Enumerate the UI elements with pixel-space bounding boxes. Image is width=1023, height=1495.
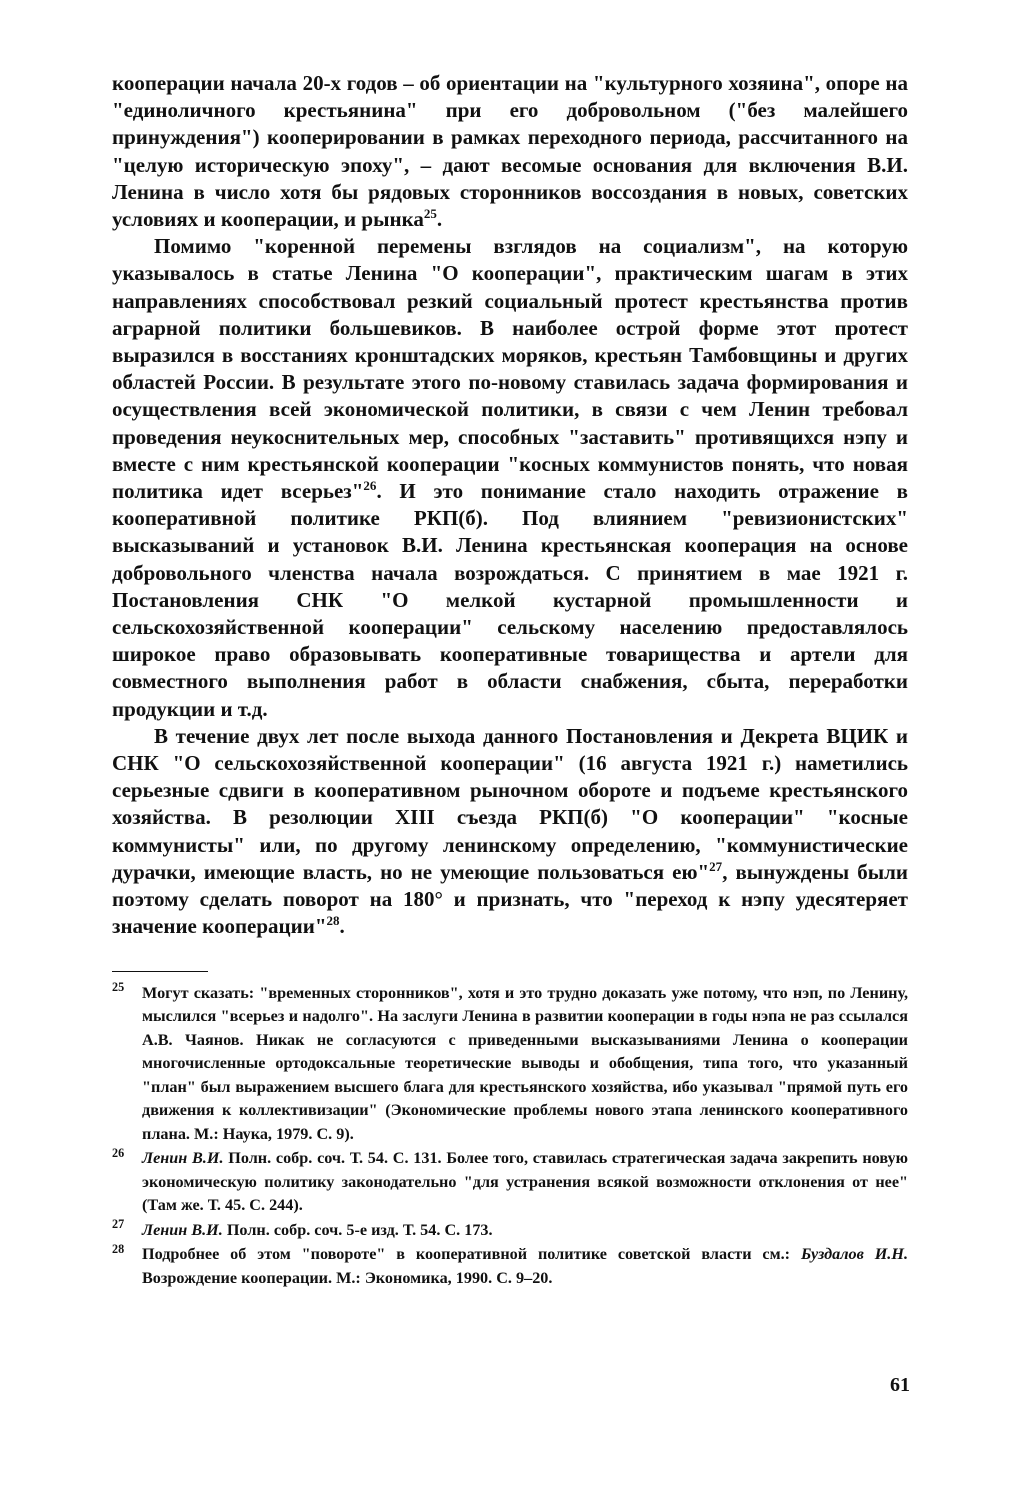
paragraph-1-end: . (436, 207, 443, 232)
footnote-26: 26 Ленин В.И. Полн. собр. соч. Т. 54. С. 131. Более того, ставилась стратегическая задача закрепить новую экономическую политику законодательно "для устранения всякой возможности отклонения от нее" (Там же. Т. 45. С. 244). (112, 1145, 909, 1214)
footnote-25: 25 Могут сказать: "временных сторонников", хотя и это трудно доказать уже потому, что нэп, по Ленину, мыслился "всерьез и надолго". На заслуги Ленина в развитии кооперации в годы нэпа не раз ссылался А.В. Чаянов. Никак не согласуются с приведенными высказываниями Ленина о кооперации многочисленные ортодоксальные теоретические выводы и обобщения, типа того, что указанный "план" был выражением высшего блага для крестьянского хозяйства, ибо указывал "прямой путь его движения к коллективизации" (Экономические проблемы нового этапа ленинского кооперативного плана. М.: Наука, 1979. С. 9). (112, 980, 908, 1143)
footnote-text: Возрождение кооперации. М.: Экономика, 1990. С. 9–20. (142, 1268, 553, 1287)
footnotes (112, 982, 908, 1291)
footnote-27: 27 Ленин В.И. Полн. собр. соч. 5-е изд. Т. 54. С. 173. (112, 1217, 493, 1239)
footnote-author: Буздалов И.Н. (800, 1245, 908, 1263)
paragraph-3-text-b: , вынуждены были поэтому сделать поворот на 180° и признать, что "переход к нэпу удесятеряет значение кооперации" (112, 859, 908, 939)
footnote-divider (112, 971, 208, 972)
footnote-text-before: Подробнее об этом "повороте" в кооперативной политике советской власти см.: (142, 1245, 801, 1263)
footnote-text: Полн. собр. соч. 5-е изд. Т. 54. С. 173. (222, 1220, 493, 1239)
paragraph-3-text-a: В течение двух лет после выхода данного Постановления и Декрета ВЦИК и СНК "О сельскохозяйственной кооперации" (16 августа 1921 г.) наметились серьезные сдвиги в кооперативном рыночном обороте и подъеме крестьянского хозяйства. В резолюции XIII съезда РКП(б) "О кооперации" "косные коммунисты" или, по другому ленинскому определению, "коммунистические дурачки, имеющие власть, но не умеющие пользоваться ею" (112, 723, 908, 884)
paragraph-3 (112, 723, 908, 941)
paragraph-1-text: кооперации начала 20-х годов – об ориентации на "культурного хозяина", опоре на "единоличного крестьянина" при его добровольном ("без малейшего принуждения") кооперировании в рамках переходного периода, рассчитанного на "целую историческую эпоху", – дают весомые основания для включения В.И. Ленина в число хотя бы рядовых сторонников воссоздания в новых, советских условиях и кооперации, и рынка (112, 71, 908, 232)
paragraph-2-text-b: . И это понимание стало находить отражение в кооперативной политике РКП(б). Под влиянием "ревизионистских" высказываний и установок В.И. Ленина крестьянская кооперация на основе добровольного членства начала возрождаться. С принятием в мае 1921 г. Постановления СНК "О мелкой кустарной промышленности и сельскохозяйственной кооперации" сельскому населению предоставлялось широкое право образовывать кооперативные товарищества и артели для совместного выполнения работ в области снабжения, сбыта, переработки продукции и т.д. (112, 479, 908, 721)
footnote-ref-25[interactable]: 25 (423, 206, 437, 222)
footnote-author: Ленин В.И. (142, 1220, 223, 1239)
footnote-author: Ленин В.И. (142, 1149, 224, 1167)
page-number: 61 (890, 1374, 910, 1396)
footnote-ref-26[interactable]: 26 (363, 478, 377, 494)
paragraph-3-end: . (339, 914, 345, 939)
page-content (112, 70, 908, 1291)
paragraph-1 (112, 70, 908, 233)
footnote-28: 28 Подробнее об этом "повороте" в кооперативной политике советской власти см.: Буздалов И.Н. Возрождение кооперации. М.: Экономика, 1990. С. 9–20. (112, 1241, 908, 1287)
paragraph-2 (112, 233, 908, 723)
footnote-text: Могут сказать: "временных сторонников", хотя и это трудно доказать уже потому, что нэп, по Ленину, мыслился "всерьез и надолго". На заслуги Ленина в развитии кооперации в годы нэпа не раз ссылался А.В. Чаянов. Никак не согласуются с приведенными высказываниями Ленина о кооперации многочисленные ортодоксальные теоретические выводы и обобщения, типа того, что указанный "план" был выражением высшего блага для крестьянского хозяйства, ибо указывал "прямой путь его движения к коллективизации" (Экономические проблемы нового этапа ленинского кооперативного плана. М.: Наука, 1979. С. 9). (142, 983, 908, 1143)
footnote-ref-27[interactable]: 27 (709, 858, 723, 874)
footnote-text: Полн. собр. соч. Т. 54. С. 131. Более того, ставилась стратегическая задача закрепить новую экономическую политику законодательно "для устранения всякой возможности отклонения от нее" (Там же. Т. 45. С. 244). (142, 1149, 909, 1214)
footnote-ref-28[interactable]: 28 (326, 913, 340, 929)
paragraph-2-text-a: Помимо "коренной перемены взглядов на социализм", на которую указывалось в статье Ленина "О кооперации", практическим шагам в этих направлениях способствовал резкий социальный протест крестьянства против аграрной политики большевиков. В наиболее острой форме этот протест выразился в восстаниях кронштадских моряков, крестьян Тамбовщины и других областей России. В результате этого по-новому ставилась задача формирования и осуществления всей экономической политики, в связи с чем Ленин требовал проведения неукоснительных мер, способных "заставить" противящихся нэпу и вместе с ним крестьянской кооперации "косных коммунистов понять, что новая политика идет всерьез" (112, 234, 908, 504)
